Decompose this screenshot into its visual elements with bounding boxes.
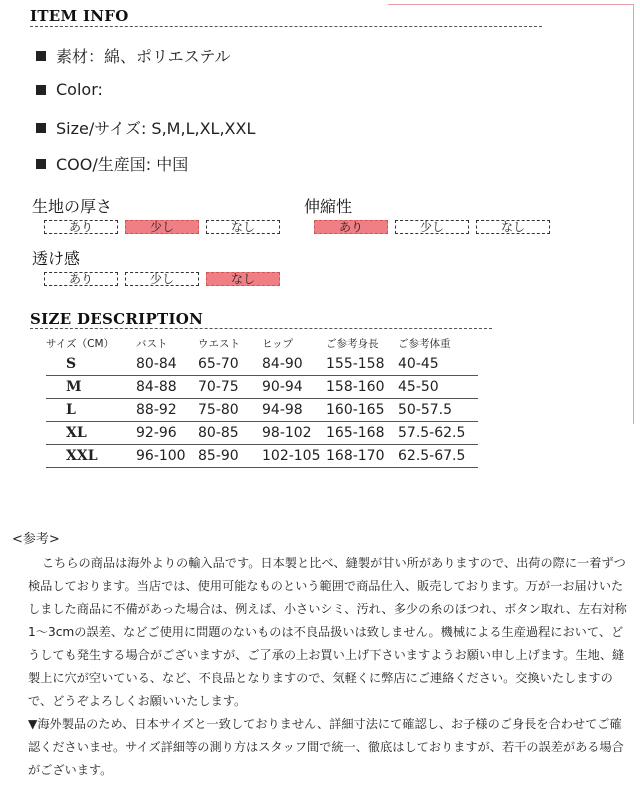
info-row-text: Color: <box>56 80 103 99</box>
header-cell: バスト <box>136 338 168 350</box>
size-table-header <box>46 336 478 353</box>
size-table <box>46 336 478 468</box>
table-row <box>46 422 478 445</box>
table-cell: 160-165 <box>326 399 398 422</box>
table-cell: 62.5-67.5 <box>398 445 478 468</box>
option-sukoshi: 少し <box>125 220 199 234</box>
info-row-text: COO/生産国: 中国 <box>56 155 189 174</box>
table-cell: 155-158 <box>326 353 398 376</box>
bullet-square-icon <box>36 85 46 95</box>
feature-title-transparency: 透け感 <box>32 249 81 268</box>
size-description-heading: SIZE DESCRIPTION <box>30 310 204 328</box>
bullet-square-icon <box>36 51 46 61</box>
table-row <box>46 445 478 468</box>
header-cell: ウエスト <box>198 338 240 350</box>
info-row-size <box>36 116 255 139</box>
table-cell: 158-160 <box>326 376 398 399</box>
feature-options-stretch <box>314 220 557 234</box>
option-ari: あり <box>44 220 118 234</box>
option-nashi: なし <box>476 220 550 234</box>
decorative-frame-top <box>388 4 634 5</box>
table-cell: 165-168 <box>326 422 398 445</box>
table-cell: 80-85 <box>198 422 262 445</box>
table-row <box>46 353 478 376</box>
reference-paragraph: こちらの商品は海外よりの輸入品です。日本製と比べ、縫製が甘い所がありますので、出荷の際に一着ずつ検品しております。当店では、使用可能なものという範囲で商品仕入、販売しております。万が一お届けいたしました商品に不備があった場合は、例えば、小さいシミ、汚れ、多少の糸のほつれ、ボタン取れ、左右対称1～3cmの誤差、などご使用に問題のないものは不良品扱いは致しません。機械による生産過程において、どうしても発生する場合がございますが、ご了承の上お買い上げ下さいますようお願い申し上げます。生地、縫製上に穴が空いている、など、不良品となりますので、気軽くに弊店にご連絡ください。交換いたしますので、どうぞよろしくお願いいたします。 <box>28 556 627 708</box>
size-cell: S <box>46 353 136 376</box>
table-cell: 90-94 <box>262 376 326 399</box>
table-cell: 65-70 <box>198 353 262 376</box>
reference-body <box>28 552 628 782</box>
feature-options-thickness <box>44 220 287 234</box>
table-cell: 45-50 <box>398 376 478 399</box>
table-cell: 96-100 <box>136 445 198 468</box>
bullet-square-icon <box>36 123 46 133</box>
feature-title-thickness: 生地の厚さ <box>32 197 113 216</box>
table-cell: 80-84 <box>136 353 198 376</box>
option-ari: あり <box>44 272 118 286</box>
table-row <box>46 376 478 399</box>
table-cell: 98-102 <box>262 422 326 445</box>
table-cell: 57.5-62.5 <box>398 422 478 445</box>
table-cell: 94-98 <box>262 399 326 422</box>
bullet-square-icon <box>36 159 46 169</box>
header-cell: ご参考身長 <box>326 338 379 350</box>
size-cell: M <box>46 376 136 399</box>
table-cell: 168-170 <box>326 445 398 468</box>
table-cell: 70-75 <box>198 376 262 399</box>
table-row <box>46 399 478 422</box>
table-cell: 84-88 <box>136 376 198 399</box>
feature-options-transparency <box>44 272 287 286</box>
option-sukoshi: 少し <box>395 220 469 234</box>
header-cell: ヒップ <box>262 338 294 350</box>
header-cell: サイズ（CM） <box>46 338 115 350</box>
reference-paragraph: ▼海外製品のため、日本サイズと一致しておりません、詳細寸法にて確認し、お子様のご身長を合わせてご確認くださいませ。サイズ詳細等の測り方はスタッフ間で統一、徹底はしておりますが、若干の誤差がある場合がございます。 <box>28 717 624 777</box>
info-row-material <box>36 44 231 67</box>
size-cell: L <box>46 399 136 422</box>
table-cell: 50-57.5 <box>398 399 478 422</box>
info-row-text: 素材：綿、ポリエステル <box>56 47 231 66</box>
item-info-divider <box>30 26 542 27</box>
info-row-text: Size/サイズ: S,M,L,XL,XXL <box>56 119 256 138</box>
size-cell: XL <box>46 422 136 445</box>
table-cell: 92-96 <box>136 422 198 445</box>
feature-title-stretch: 伸縮性 <box>304 197 353 216</box>
decorative-frame-right <box>633 4 634 424</box>
size-description-divider <box>30 328 492 329</box>
table-cell: 84-90 <box>262 353 326 376</box>
info-row-coo <box>36 152 188 175</box>
table-cell: 102-105 <box>262 445 326 468</box>
info-row-color <box>36 80 103 99</box>
table-cell: 40-45 <box>398 353 478 376</box>
table-cell: 85-90 <box>198 445 262 468</box>
option-nashi: なし <box>206 272 280 286</box>
size-cell: XXL <box>46 445 136 468</box>
option-ari: あり <box>314 220 388 234</box>
table-cell: 88-92 <box>136 399 198 422</box>
option-sukoshi: 少し <box>125 272 199 286</box>
reference-heading: <参考> <box>12 532 60 547</box>
header-cell: ご参考体重 <box>398 338 451 350</box>
item-info-heading: ITEM INFO <box>30 7 129 25</box>
option-nashi: なし <box>206 220 280 234</box>
table-cell: 75-80 <box>198 399 262 422</box>
